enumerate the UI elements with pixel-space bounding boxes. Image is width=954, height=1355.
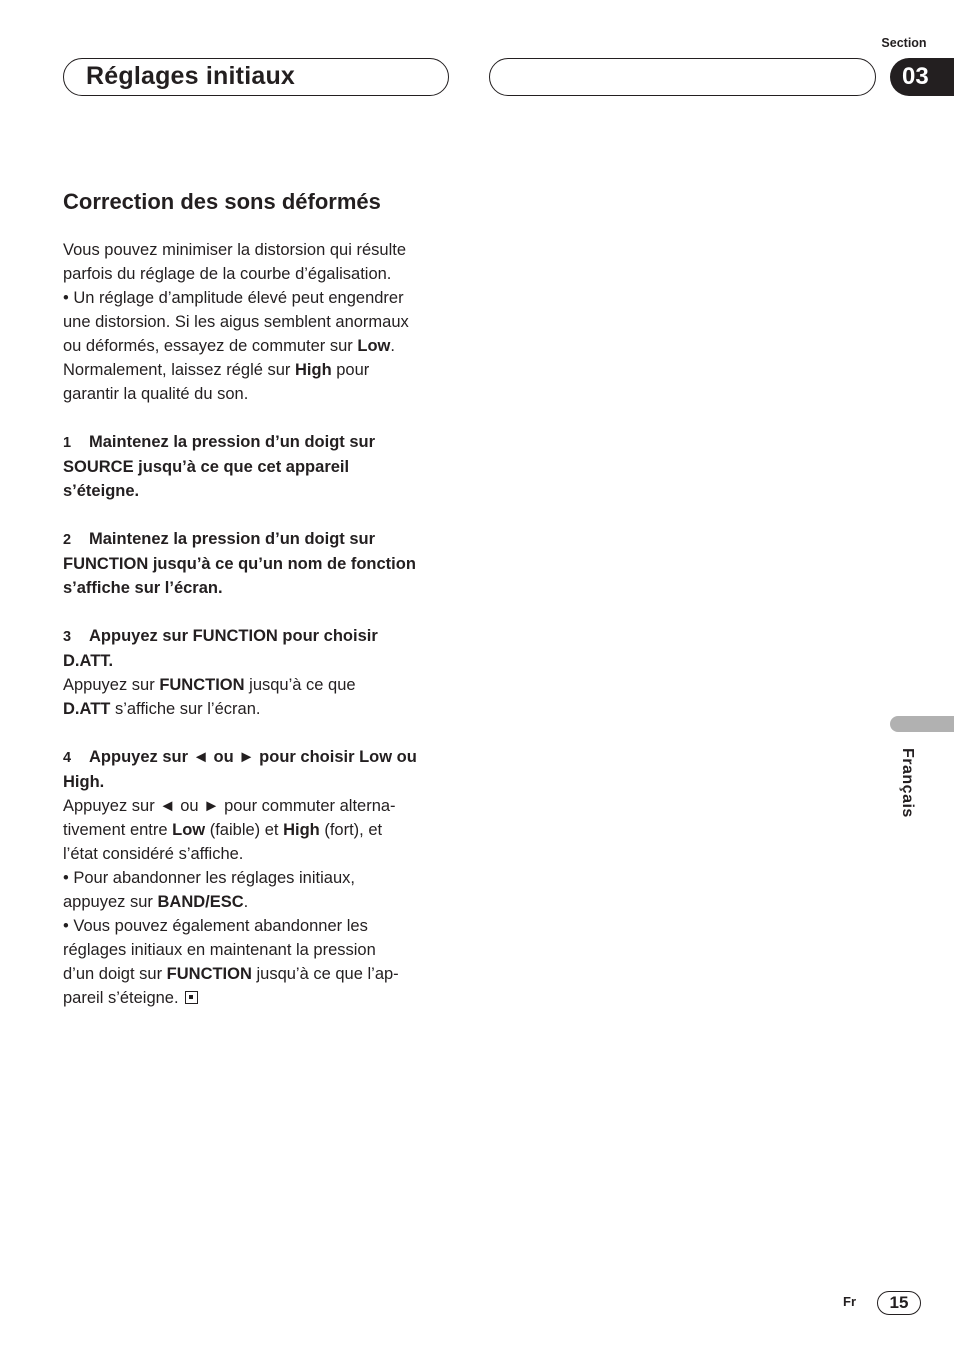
section-number-tab: 03 (890, 58, 954, 96)
step-text: Appuyez sur FUNCTION pour choisir (89, 627, 378, 645)
page-title: Réglages initiaux (86, 62, 296, 90)
keyword-low: Low (357, 337, 391, 355)
step-description-text: d’un doigt sur (63, 965, 167, 983)
keyword-band-esc: BAND/ESC (157, 893, 244, 911)
step-description-text: s’affiche sur l’écran. (110, 700, 261, 718)
intro-paragraph (63, 238, 453, 406)
step-description-text: tivement entre (63, 821, 173, 839)
step-number: 4 (63, 750, 72, 766)
section-label: Section (881, 36, 927, 50)
step-text: Appuyez sur ◄ ou ► pour choisir Low ou (89, 748, 417, 766)
step-4-description (63, 794, 453, 1010)
language-label: Français (899, 748, 916, 818)
step-2 (63, 527, 453, 600)
step-3-description (63, 673, 453, 721)
step-text: SOURCE jusqu’à ce que cet appareil (63, 458, 350, 476)
main-content (63, 186, 453, 1010)
section-heading: Correction des sons déformés (63, 189, 381, 214)
step-text: s’éteigne. (63, 482, 140, 500)
intro-line: Vous pouvez minimiser la distorsion qui résulte (63, 241, 406, 259)
step-text: s’affiche sur l’écran. (63, 579, 223, 597)
step-number: 3 (63, 629, 72, 645)
step-description-text: réglages initiaux en maintenant la pression (63, 941, 376, 959)
note-line: . (390, 337, 395, 355)
note-line: ou déformés, essayez de commuter sur (63, 337, 358, 355)
step-description-text: appuyez sur (63, 893, 158, 911)
step-description-text: • Vous pouvez également abandonner les (63, 917, 368, 935)
note-line: • Un réglage d’amplitude élevé peut engendrer (63, 289, 404, 307)
page-number: 15 (877, 1291, 921, 1315)
keyword-high: High (283, 821, 320, 839)
keyword-datt: D.ATT (63, 700, 111, 718)
step-text: D.ATT. (63, 652, 114, 670)
step-text: Maintenez la pression d’un doigt sur (89, 433, 376, 451)
keyword-low: Low (172, 821, 206, 839)
step-description-text: jusqu’à ce que l’ap- (251, 965, 399, 983)
note-line: Normalement, laissez réglé sur (63, 361, 295, 379)
step-description-text: Appuyez sur (63, 676, 160, 694)
step-description-text: (faible) et (205, 821, 284, 839)
intro-line: parfois du réglage de la courbe d’égalisation. (63, 265, 392, 283)
keyword-function: FUNCTION (166, 965, 252, 983)
note-line: garantir la qualité du son. (63, 385, 249, 403)
step-description-text: (fort), et (319, 821, 383, 839)
keyword-function: FUNCTION (159, 676, 245, 694)
step-description-text: Appuyez sur ◄ ou ► pour commuter alterna- (63, 797, 396, 815)
step-4 (63, 745, 453, 794)
step-description-text: • Pour abandonner les réglages initiaux, (63, 869, 355, 887)
footer-language-code: Fr (843, 1294, 856, 1309)
note-line: une distorsion. Si les aigus semblent anormaux (63, 313, 409, 331)
keyword-high: High (295, 361, 332, 379)
step-description-text: pareil s’éteigne. (63, 989, 179, 1007)
step-description-text: l’état considéré s’affiche. (63, 845, 244, 863)
step-3 (63, 624, 453, 673)
step-text: FUNCTION jusqu’à ce qu’un nom de fonction (63, 555, 416, 573)
step-number: 2 (63, 532, 72, 548)
step-description-text: jusqu’à ce que (244, 676, 356, 694)
step-text: High. (63, 773, 105, 791)
step-1 (63, 430, 453, 503)
end-of-section-icon (185, 991, 198, 1004)
step-number: 1 (63, 435, 72, 451)
language-tab-marker (890, 716, 954, 732)
note-line: pour (331, 361, 370, 379)
header-blank-frame (489, 58, 876, 96)
step-text: Maintenez la pression d’un doigt sur (89, 530, 376, 548)
step-description-text: . (243, 893, 249, 911)
